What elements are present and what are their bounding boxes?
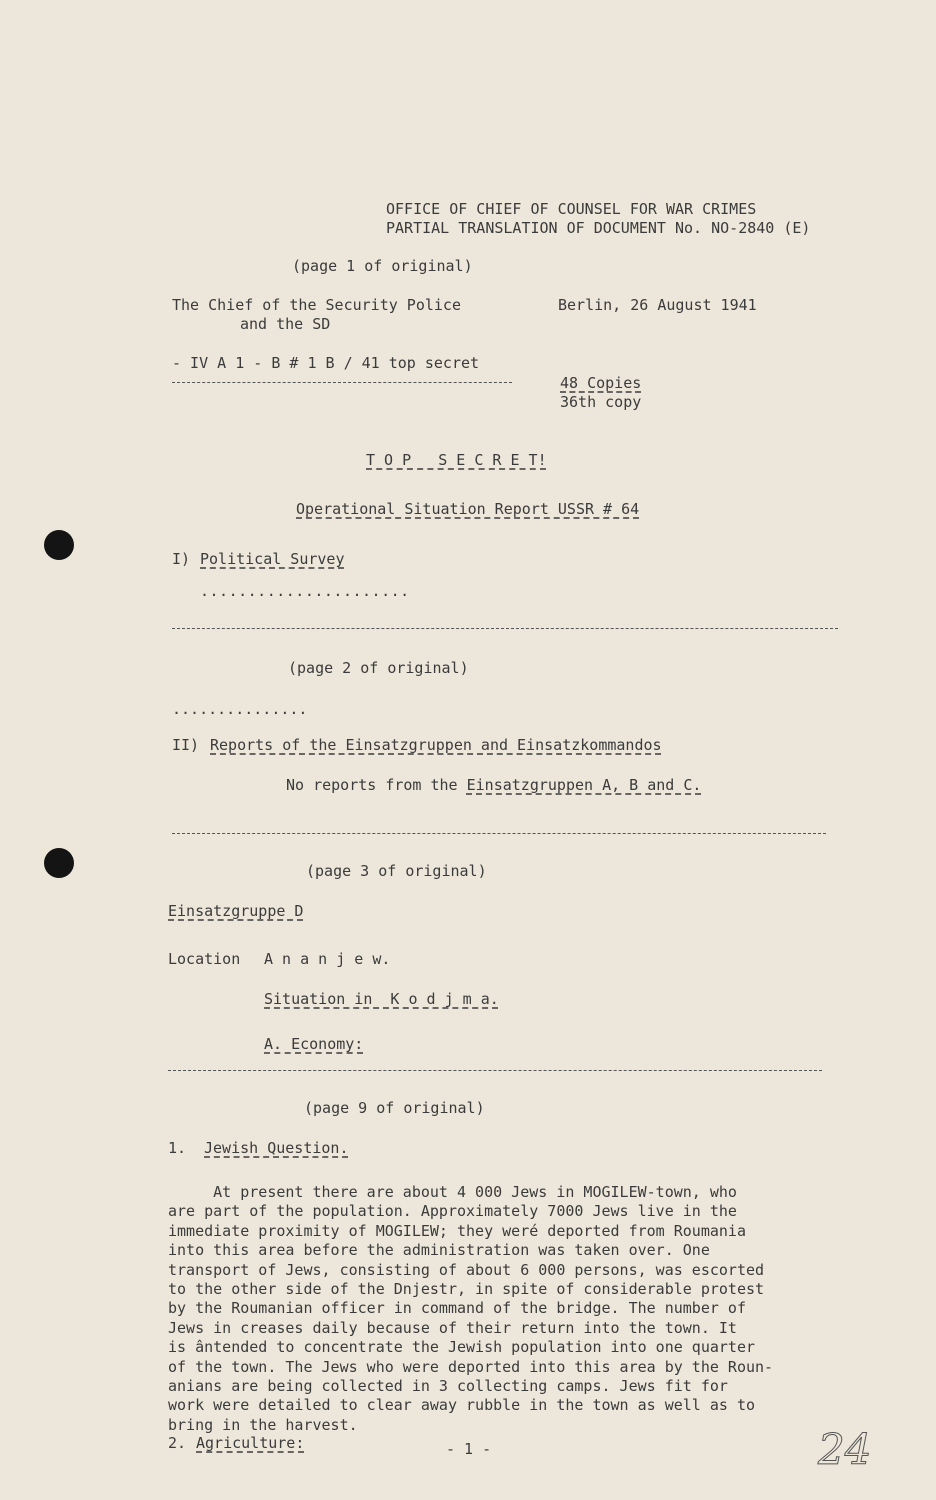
reference-rule — [172, 382, 512, 383]
punch-hole-bottom — [44, 848, 74, 878]
item-2-number: 2. — [168, 1434, 187, 1452]
section-1-title: Political Survey — [200, 550, 345, 568]
location-label: Location — [168, 950, 241, 968]
section-1-number: I) — [172, 550, 191, 568]
item-1-number: 1. — [168, 1139, 187, 1157]
einsatzgruppe-d-title: Einsatzgruppe D — [168, 902, 304, 920]
page-break-rule-1 — [172, 628, 838, 629]
section-2-note-prefix: No reports from the — [286, 776, 467, 794]
jewish-question-paragraph: At present there are about 4 000 Jews in MOGILEW-town, who are part of the population. Approximately 7000 Jews live in the immediate proximity of MOGILEW; they weré deported from Roumania into this area before the administration was taken over. One transport of Jews, consisting of about 6 000 persons, was escorted to the other side of the Dnjestr, in spite of considerable protest by the Roumanian officer in command of the bridge. The number of Jews in creases daily because of their return into the town. It is ântended to concentrate the Jewish population into one quarter of the town. The Jews who were deported into this area by the Roun- anians are being collected in 3 collecting camps. Jews fit for work were detailed to clear away rubble in the town as well as to bring in the harvest. — [168, 1183, 774, 1434]
date-line: Berlin, 26 August 1941 — [558, 296, 757, 314]
situation-heading: Situation in K o d j m a. — [264, 990, 499, 1008]
page-break-rule-3 — [168, 1070, 822, 1071]
sender-line-2: and the SD — [240, 315, 331, 333]
section-2-title: Reports of the Einsatzgruppen and Einsatzkommandos — [210, 736, 662, 754]
classification-stamp: T O P S E C R E T! — [366, 451, 547, 469]
page-number: - 1 - — [446, 1440, 492, 1458]
item-2-title: Agriculture: — [196, 1434, 305, 1452]
handwritten-page-number — [814, 1420, 878, 1472]
section-2-note — [286, 776, 701, 795]
office-heading: OFFICE OF CHIEF OF COUNSEL FOR WAR CRIMES — [386, 200, 757, 218]
handwritten-number-text: 24 — [818, 1425, 872, 1472]
copies-total: 48 Copies — [560, 374, 642, 392]
page-break-rule-2 — [172, 833, 826, 834]
reference-number: - IV A 1 - B # 1 B / 41 top secret — [172, 354, 480, 372]
economy-heading: A. Economy: — [264, 1035, 364, 1053]
punch-hole-top — [44, 530, 74, 560]
translation-heading: PARTIAL TRANSLATION OF DOCUMENT No. NO-2840 (E) — [386, 219, 811, 237]
page-marker-1: (page 1 of original) — [292, 257, 473, 275]
page-marker-9: (page 9 of original) — [304, 1099, 485, 1117]
page-marker-2: (page 2 of original) — [288, 659, 469, 677]
section-1-dots: ...................... — [200, 582, 410, 600]
copy-number: 36th copy — [560, 393, 642, 411]
report-title: Operational Situation Report USSR # 64 — [296, 500, 640, 518]
section-2-note-groups: Einsatzgruppen A, B and C. — [466, 776, 702, 794]
page-marker-3: (page 3 of original) — [306, 862, 487, 880]
item-1-title: Jewish Question. — [204, 1139, 349, 1157]
section-2-number: II) — [172, 736, 200, 754]
location-value: A n a n j e w. — [264, 950, 391, 968]
page-2-dots: ............... — [172, 700, 308, 718]
sender-line-1: The Chief of the Security Police — [172, 296, 461, 314]
